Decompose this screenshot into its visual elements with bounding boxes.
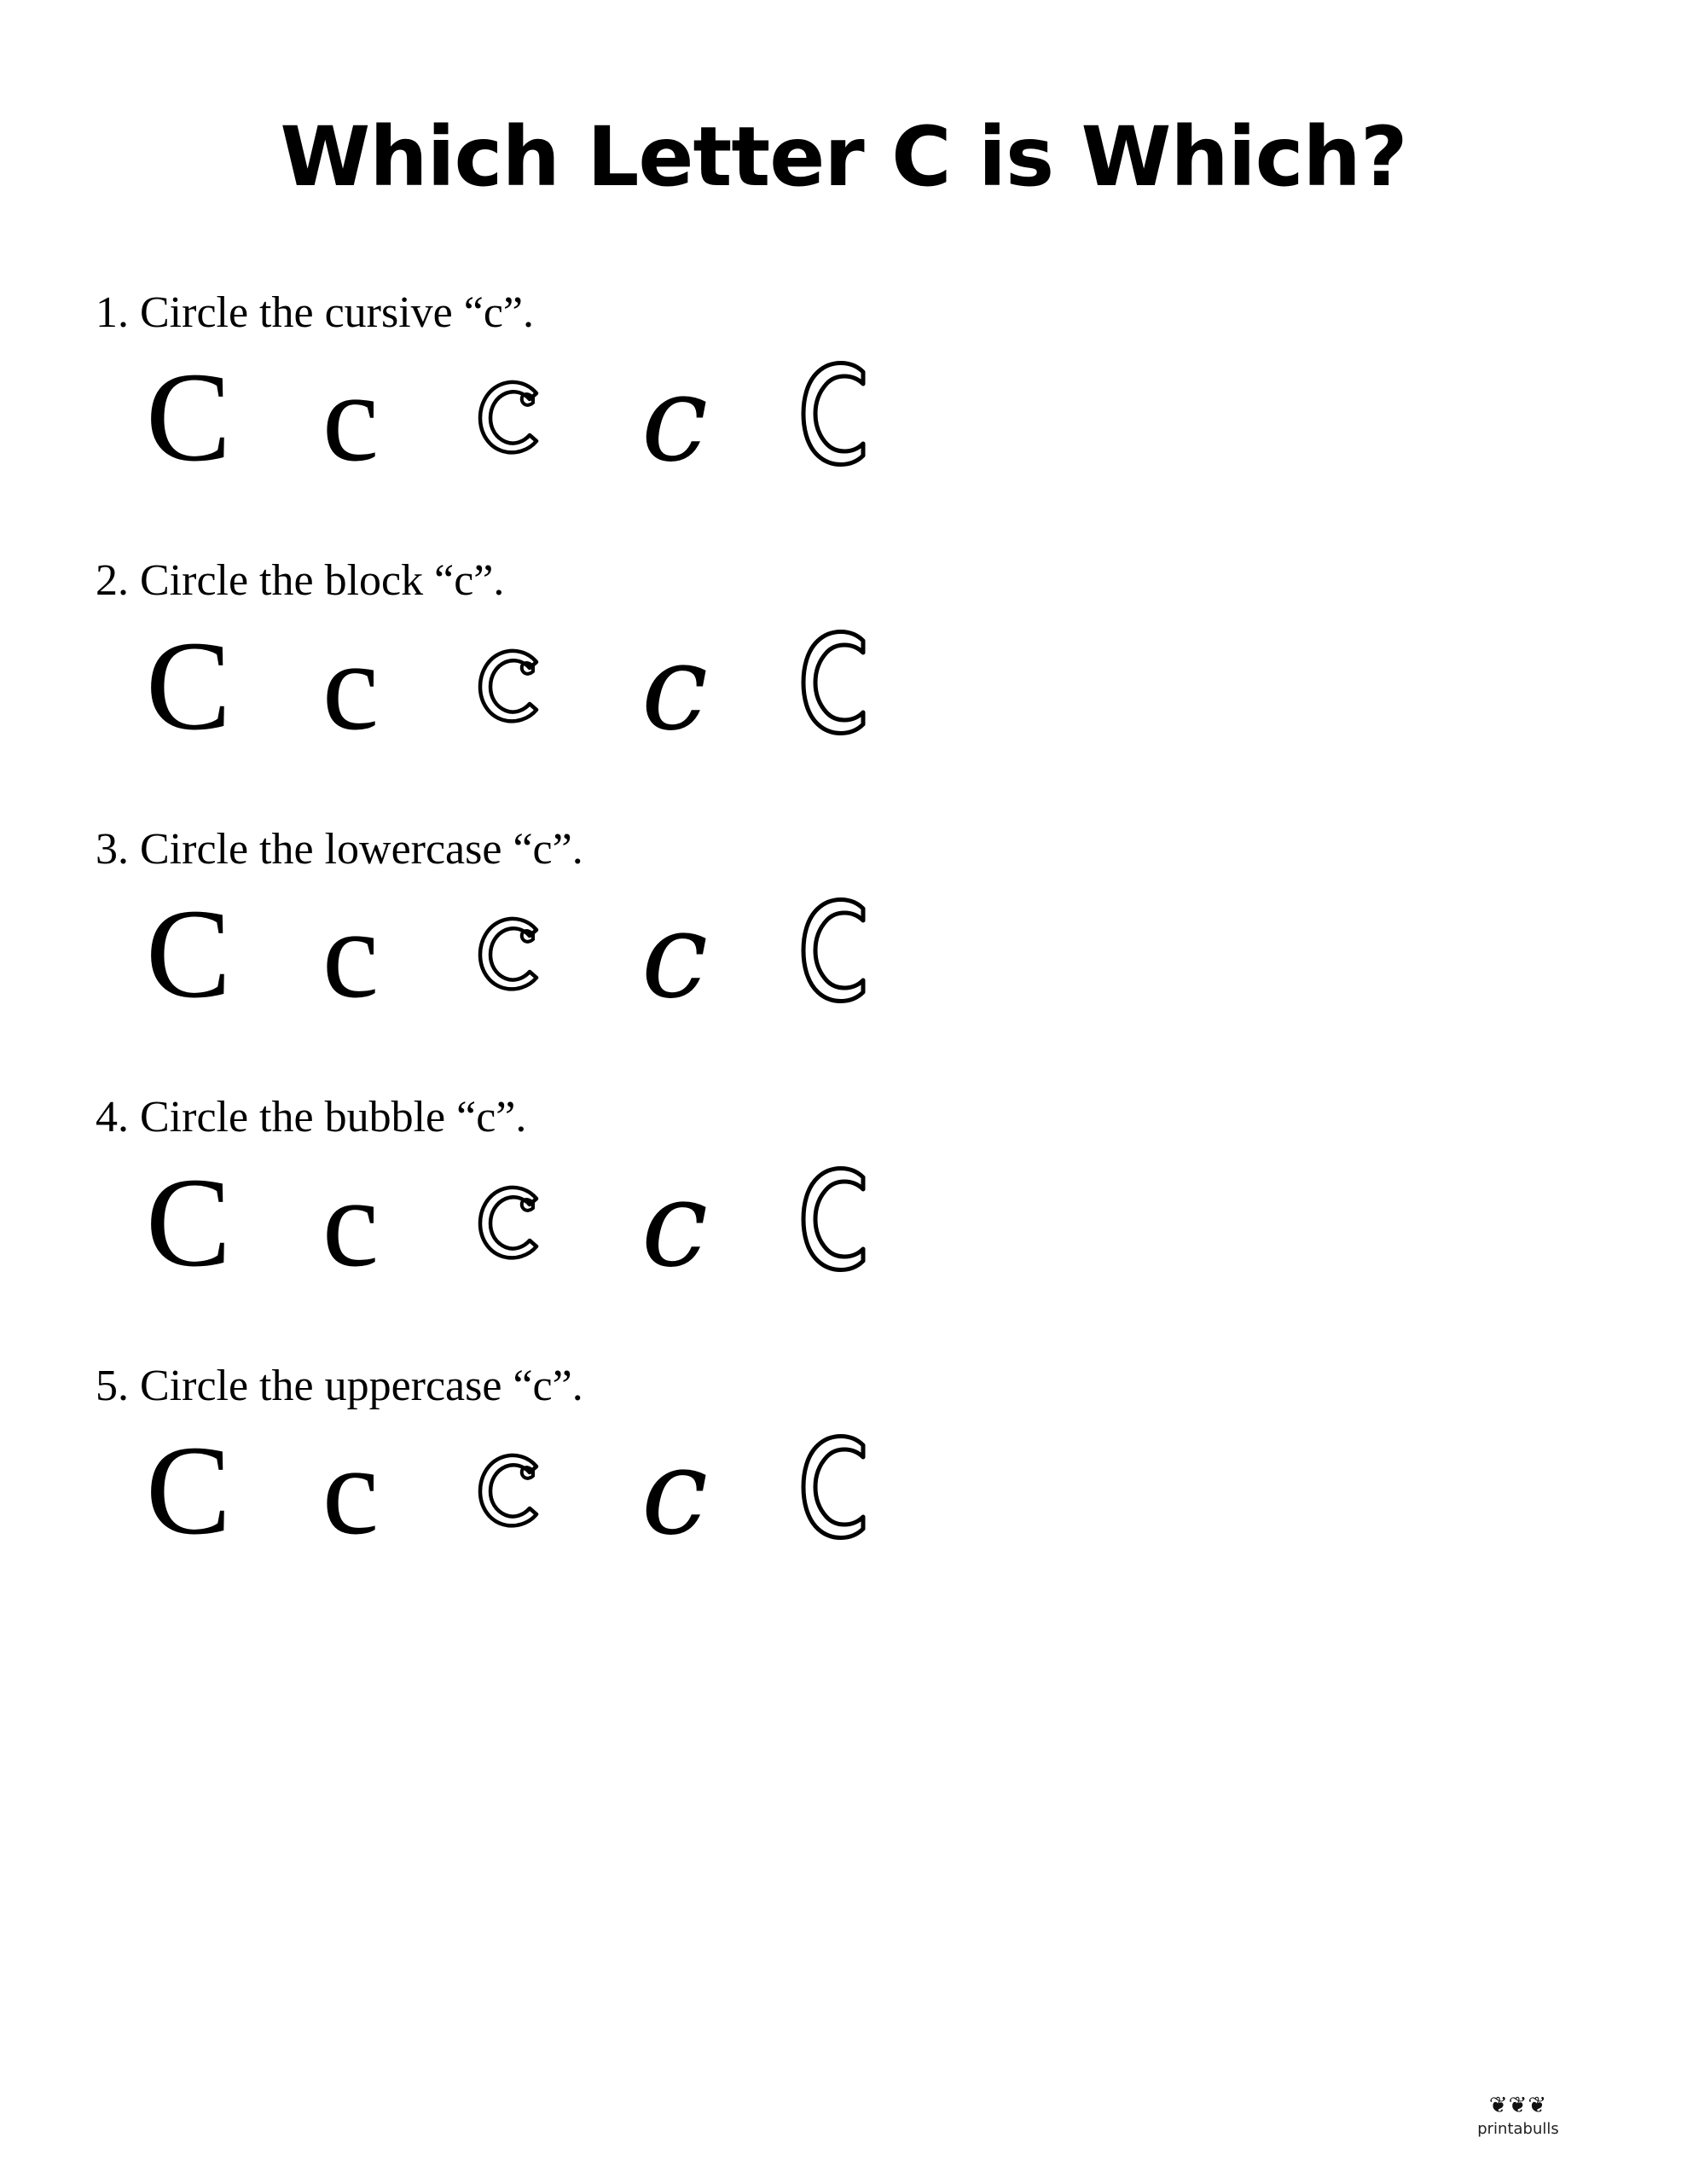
letter-option-cursive[interactable]: c bbox=[641, 618, 709, 758]
letter-option-block-outline[interactable] bbox=[756, 619, 918, 765]
letter-option-block-outline[interactable] bbox=[756, 1423, 918, 1570]
letter-option-uppercase-serif[interactable]: C bbox=[145, 1419, 232, 1561]
letter-option-uppercase-serif[interactable]: C bbox=[145, 1151, 232, 1293]
question-item bbox=[96, 1091, 1619, 1301]
letter-choice-row bbox=[96, 614, 1619, 765]
letter-option-bubble-outline[interactable] bbox=[432, 902, 594, 1033]
bull-logo-icon: ❦❦❦ bbox=[1488, 2093, 1548, 2118]
letter-option-lowercase-serif[interactable]: c bbox=[322, 1151, 380, 1293]
footer-brand bbox=[1441, 2094, 1595, 2138]
question-item bbox=[96, 555, 1619, 764]
letter-option-cursive[interactable]: c bbox=[641, 1422, 709, 1562]
question-prompt: 1. Circle the cursive “c”. bbox=[96, 288, 534, 337]
letter-option-uppercase-serif[interactable]: C bbox=[145, 614, 232, 757]
letter-option-uppercase-serif[interactable]: C bbox=[145, 883, 232, 1025]
letter-option-block-outline[interactable] bbox=[756, 350, 918, 497]
letter-option-bubble-outline[interactable] bbox=[432, 365, 594, 497]
letter-option-block-outline[interactable] bbox=[756, 886, 918, 1033]
letter-option-lowercase-serif[interactable]: c bbox=[322, 883, 380, 1025]
letter-option-bubble-outline[interactable] bbox=[432, 1438, 594, 1570]
letter-choice-row bbox=[96, 883, 1619, 1033]
question-item bbox=[96, 823, 1619, 1033]
question-prompt: 4. Circle the bubble “c”. bbox=[96, 1093, 527, 1142]
letter-option-bubble-outline[interactable] bbox=[432, 634, 594, 765]
brand-name: printabulls bbox=[1477, 2120, 1559, 2138]
letter-option-lowercase-serif[interactable]: c bbox=[322, 1419, 380, 1561]
letter-option-cursive[interactable]: c bbox=[641, 1154, 709, 1294]
letter-choice-row bbox=[96, 1419, 1619, 1570]
letter-option-block-outline[interactable] bbox=[756, 1155, 918, 1302]
question-item bbox=[96, 287, 1619, 497]
letter-option-cursive[interactable]: c bbox=[641, 350, 709, 490]
question-list bbox=[0, 287, 1687, 1570]
question-prompt: 3. Circle the lowercase “c”. bbox=[96, 824, 583, 874]
letter-option-lowercase-serif[interactable]: c bbox=[322, 346, 380, 489]
letter-option-cursive[interactable]: c bbox=[641, 886, 709, 1026]
question-prompt: 2. Circle the block “c”. bbox=[96, 556, 505, 606]
page-title: Which Letter C is Which? bbox=[280, 109, 1407, 205]
question-prompt: 5. Circle the uppercase “c”. bbox=[96, 1361, 583, 1410]
letter-option-bubble-outline[interactable] bbox=[432, 1170, 594, 1302]
letter-choice-row bbox=[96, 1151, 1619, 1302]
letter-option-lowercase-serif[interactable]: c bbox=[322, 614, 380, 757]
letter-option-uppercase-serif[interactable]: C bbox=[145, 346, 232, 489]
letter-choice-row bbox=[96, 346, 1619, 497]
question-item bbox=[96, 1360, 1619, 1570]
